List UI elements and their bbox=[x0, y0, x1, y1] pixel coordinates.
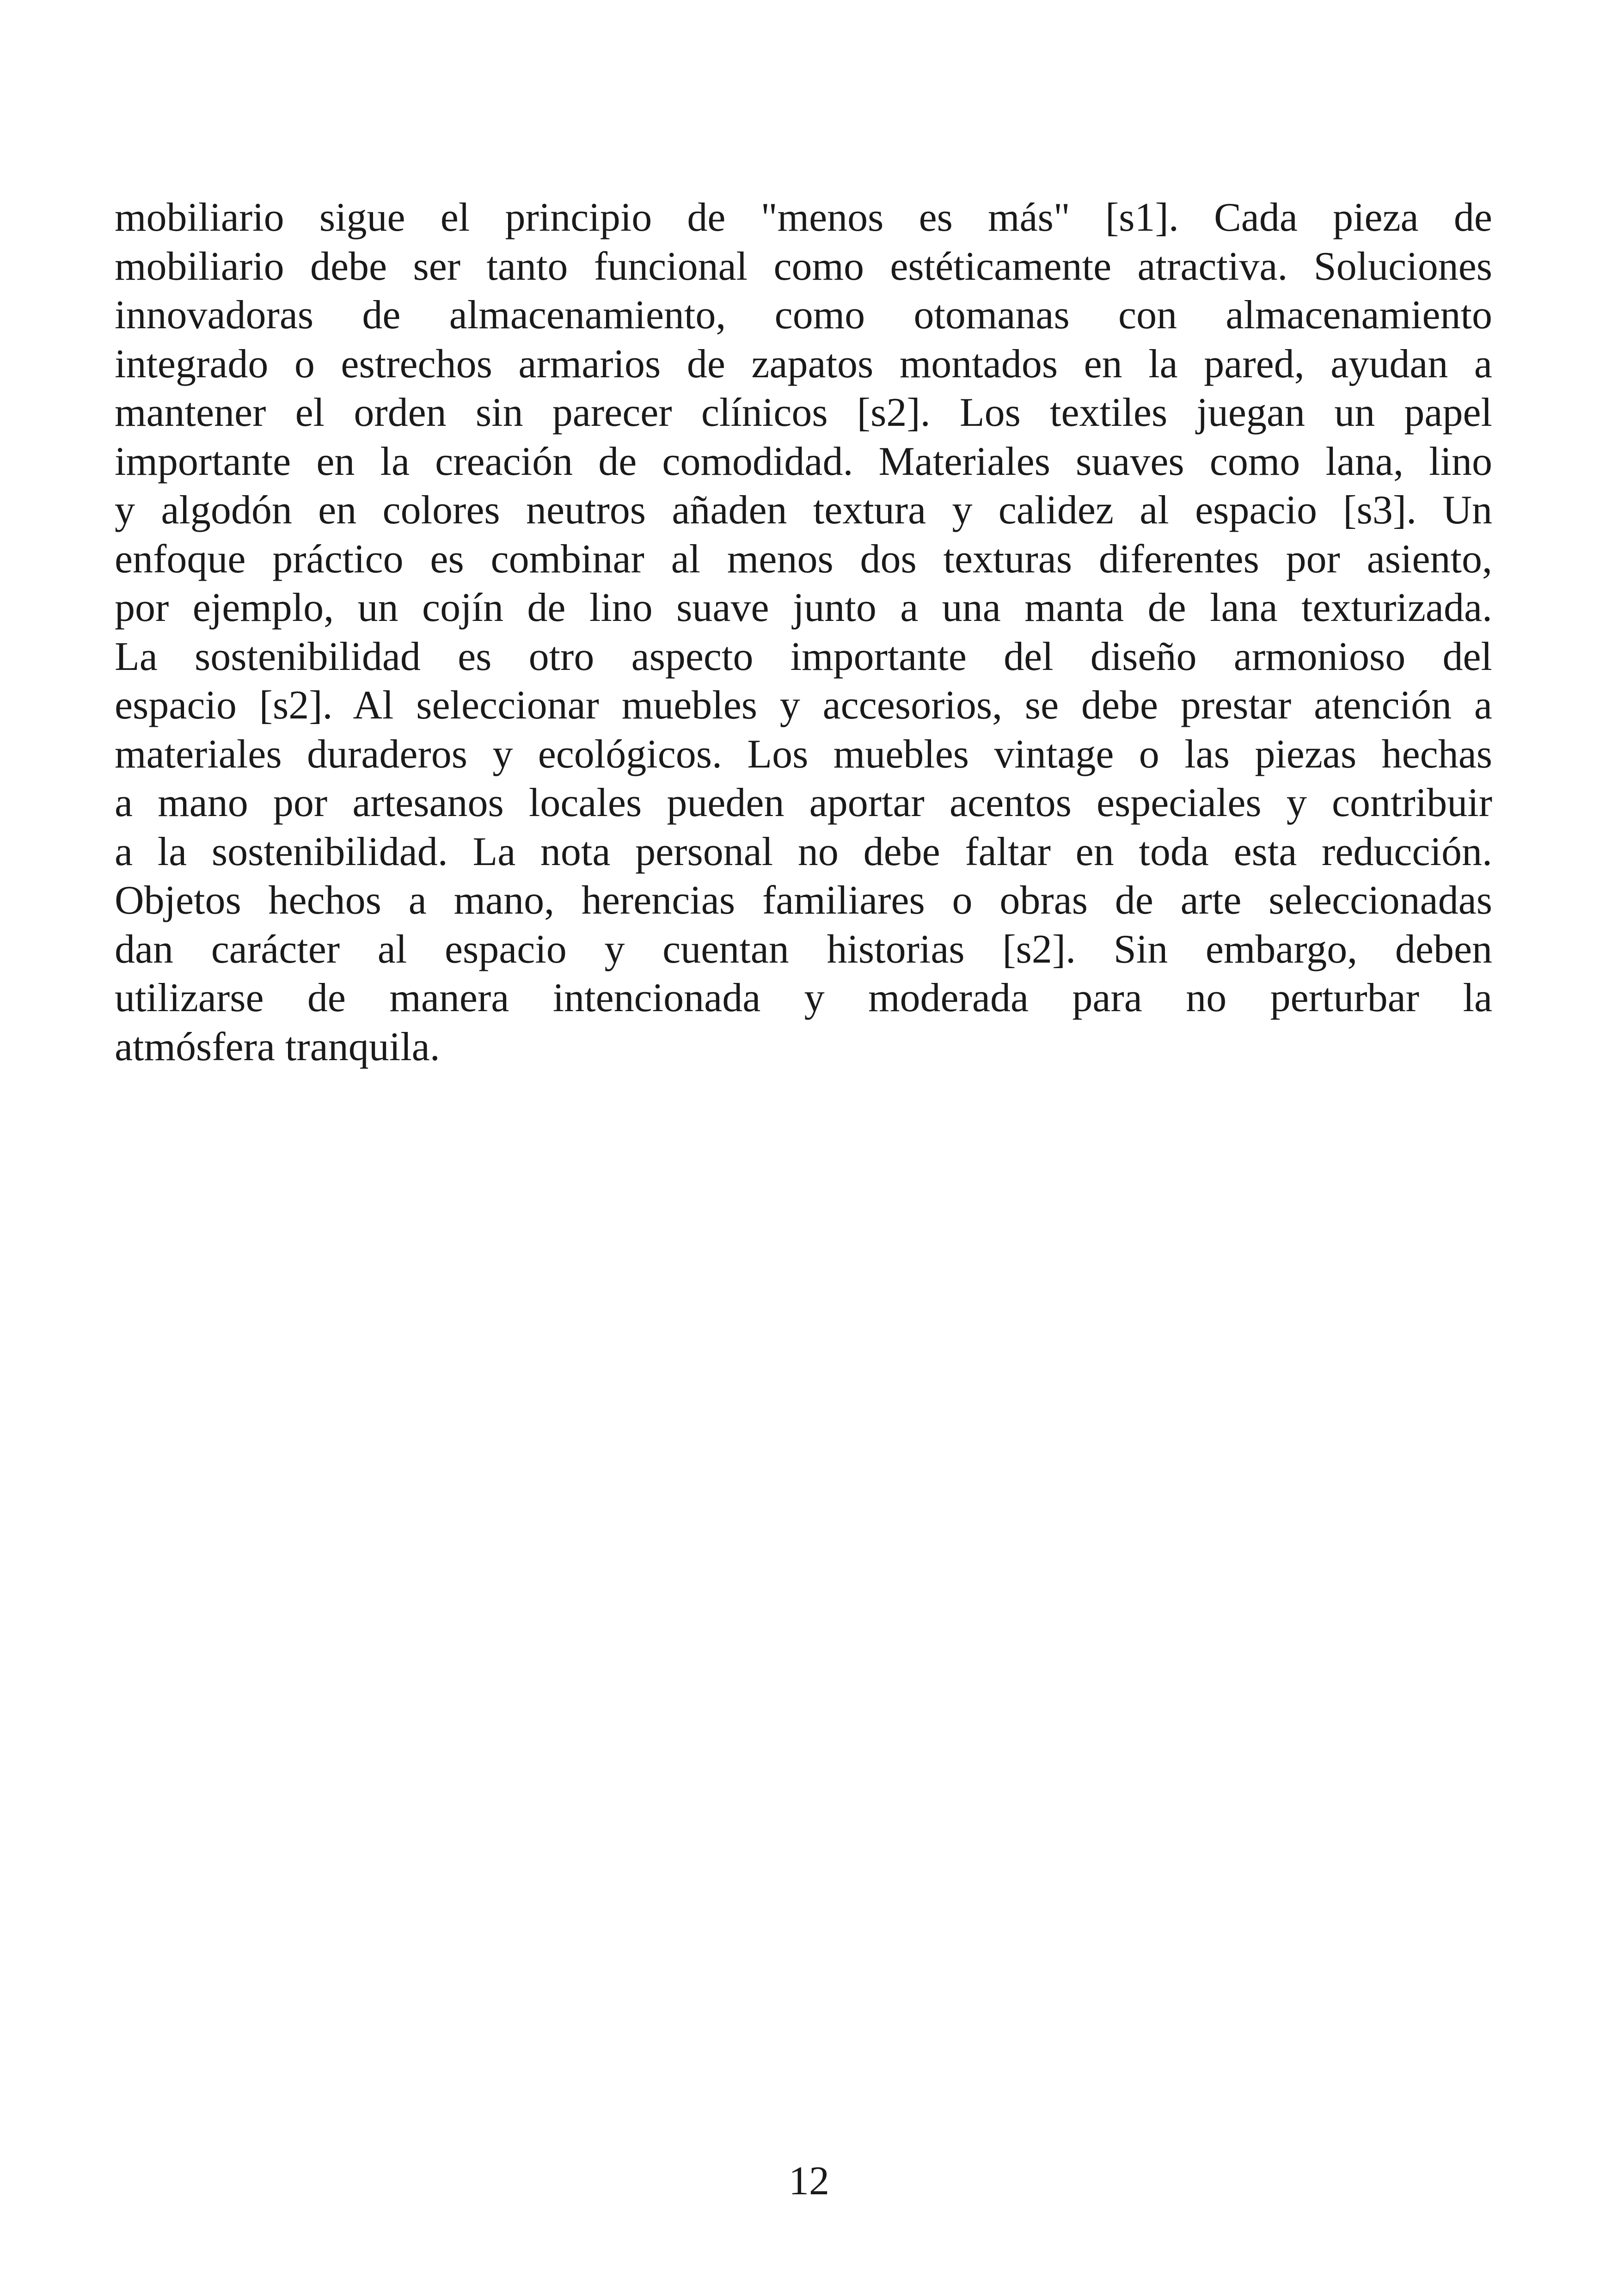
paragraph-line-last: atmósfera tranquila. bbox=[115, 1024, 440, 1069]
paragraph-line: espacio [s2]. Al seleccionar muebles y accesorios, se debe prestar atención a bbox=[115, 683, 1492, 728]
paragraph-line: materiales duraderos y ecológicos. Los muebles vintage o las piezas hechas bbox=[115, 731, 1492, 777]
paragraph-line: La sostenibilidad es otro aspecto importante del diseño armonioso del bbox=[115, 634, 1492, 679]
paragraph-line: por ejemplo, un cojín de lino suave junto a una manta de lana texturizada. bbox=[115, 585, 1492, 630]
paragraph-line: mobiliario debe ser tanto funcional como estéticamente atractiva. Soluciones bbox=[115, 244, 1492, 289]
paragraph-line: enfoque práctico es combinar al menos dos texturas diferentes por asiento, bbox=[115, 536, 1492, 582]
paragraph-line: a mano por artesanos locales pueden aportar acentos especiales y contribuir bbox=[115, 780, 1492, 825]
paragraph-line: innovadoras de almacenamiento, como otomanas con almacenamiento bbox=[115, 293, 1492, 338]
paragraph-line: mobiliario sigue el principio de "menos es más" [s1]. Cada pieza de bbox=[115, 195, 1492, 240]
paragraph-line: mantener el orden sin parecer clínicos [s2]. Los textiles juegan un papel bbox=[115, 390, 1492, 435]
page-number: 12 bbox=[789, 2159, 829, 2204]
paragraph-line: integrado o estrechos armarios de zapatos montados en la pared, ayudan a bbox=[115, 341, 1492, 387]
paragraph-line: a la sostenibilidad. La nota personal no debe faltar en toda esta reducción. bbox=[115, 829, 1492, 874]
paragraph-line: Objetos hechos a mano, herencias familiares o obras de arte seleccionadas bbox=[115, 878, 1492, 923]
paragraph-line: y algodón en colores neutros añaden textura y calidez al espacio [s3]. Un bbox=[115, 488, 1492, 533]
paragraph-line: dan carácter al espacio y cuentan historias [s2]. Sin embargo, deben bbox=[115, 927, 1492, 972]
paragraph-line: importante en la creación de comodidad. Materiales suaves como lana, lino bbox=[115, 439, 1492, 484]
body-paragraph bbox=[115, 193, 1492, 1071]
paragraph-line: utilizarse de manera intencionada y moderada para no perturbar la bbox=[115, 976, 1492, 1020]
